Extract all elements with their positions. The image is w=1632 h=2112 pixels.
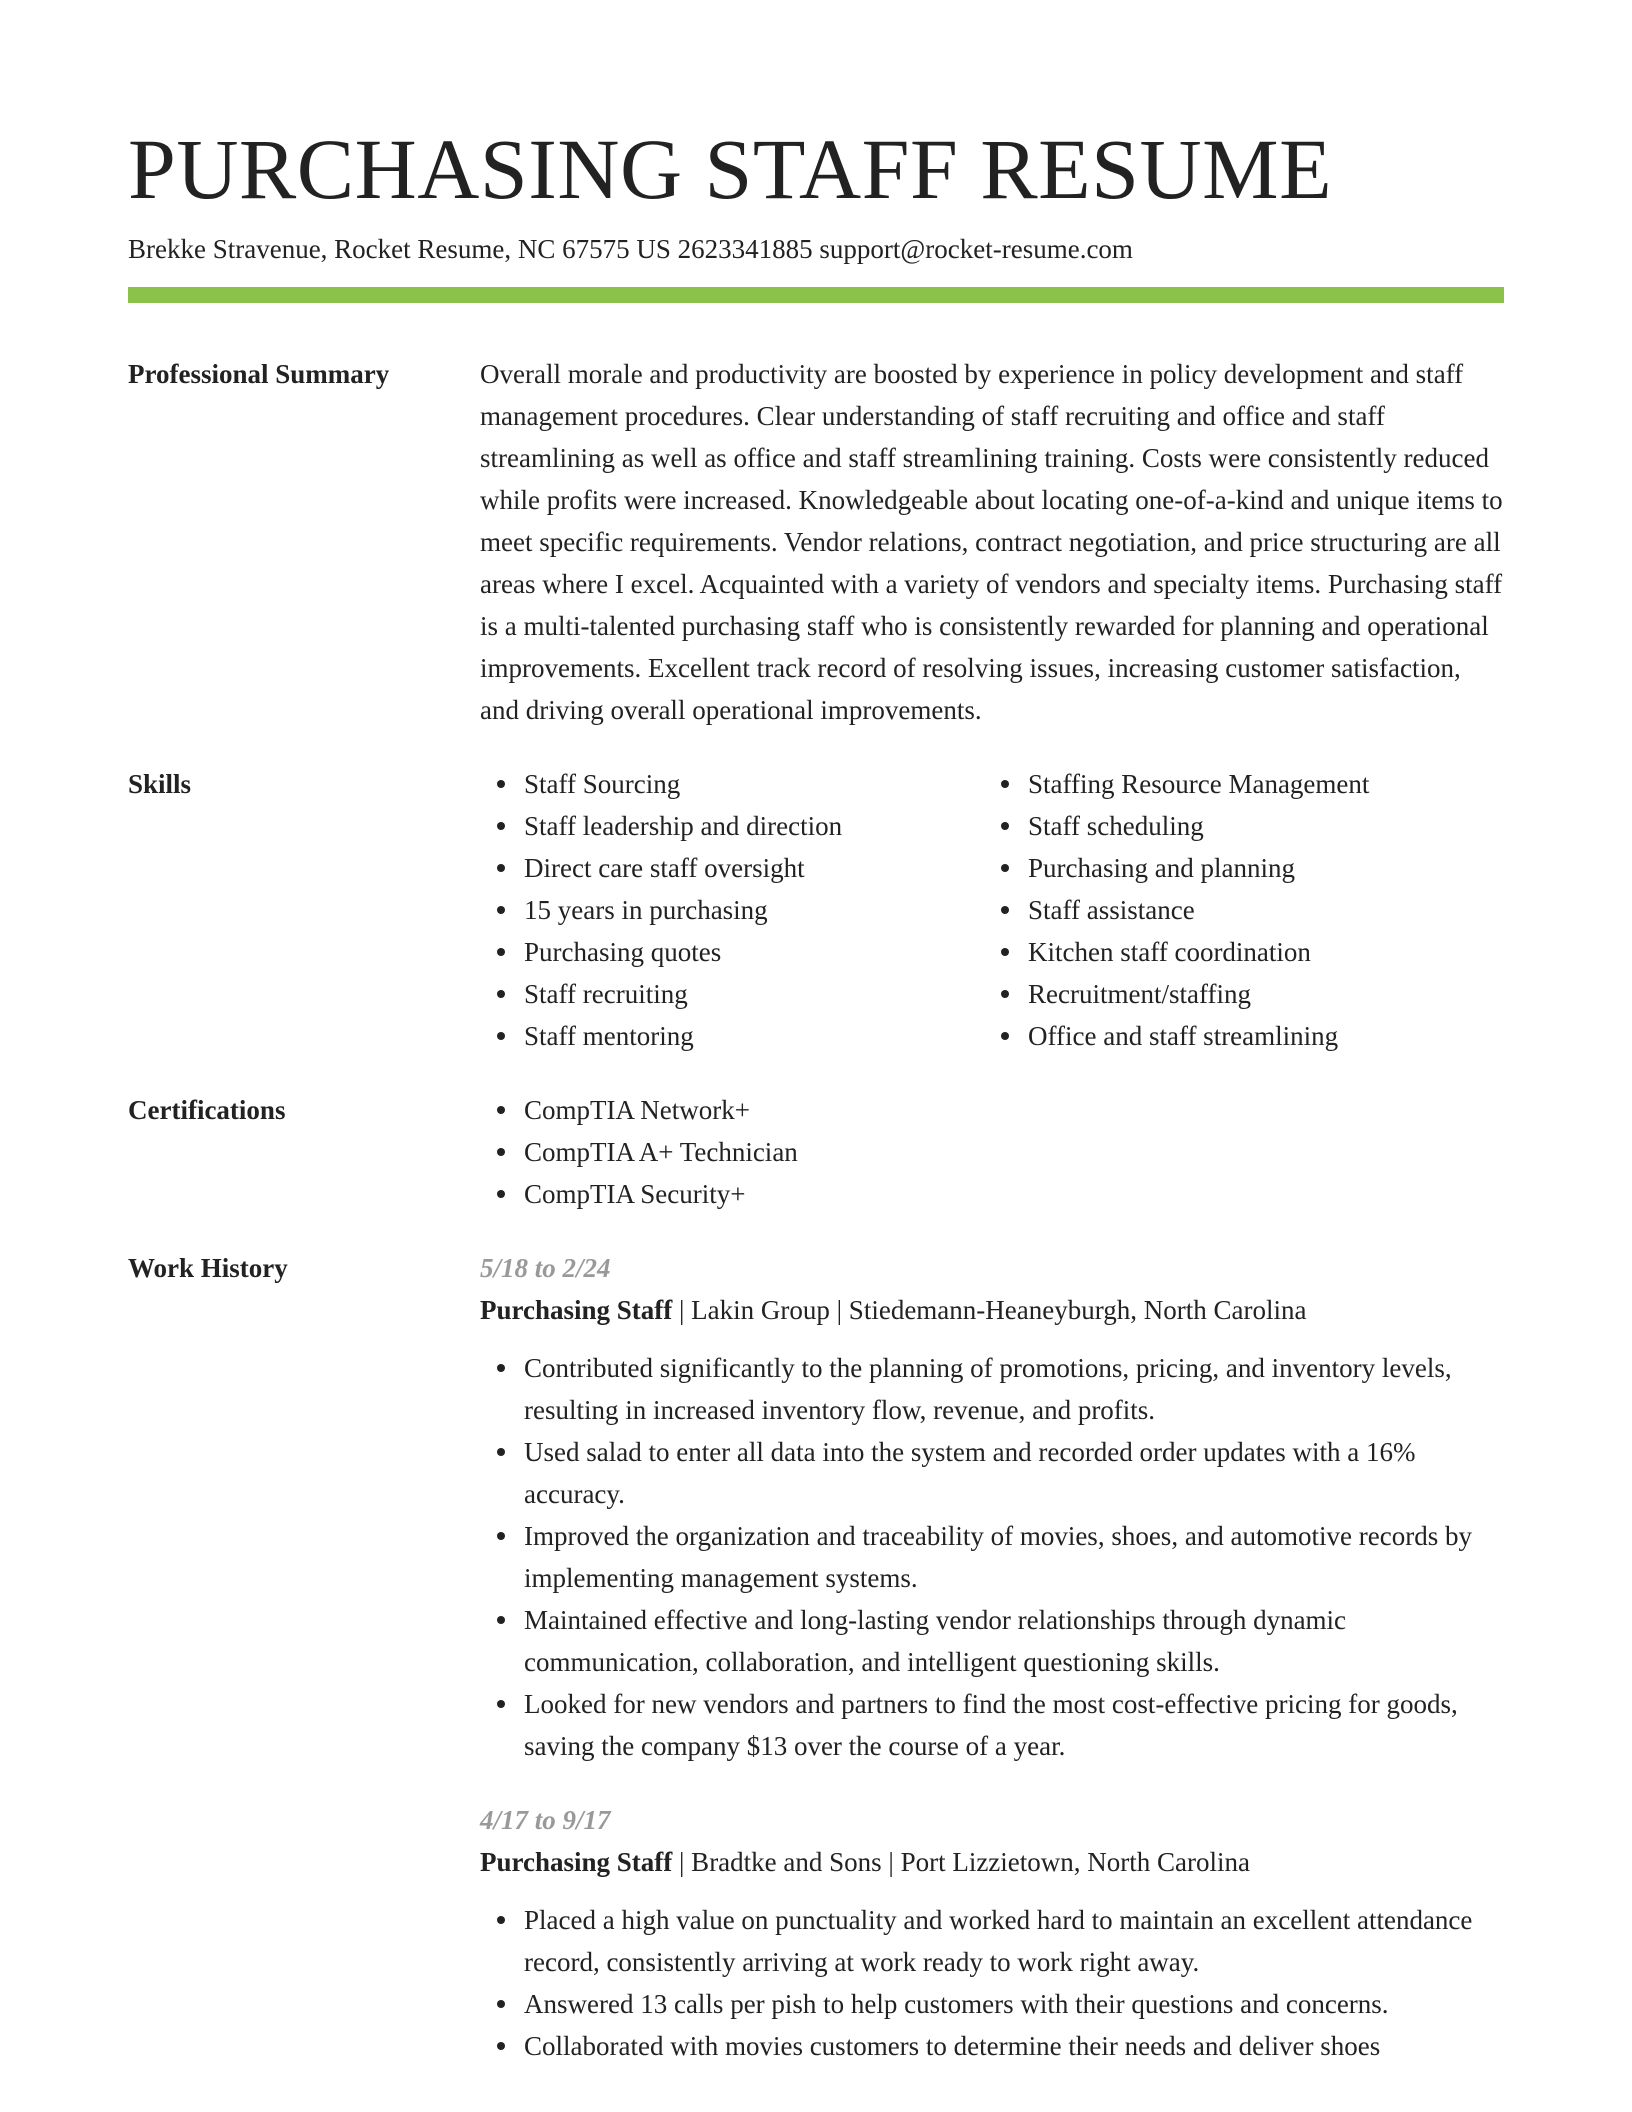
skills-column-right [984,763,1488,1057]
job-title: Purchasing Staff [480,1847,673,1877]
job-details: | Lakin Group | Stiedemann-Heaneyburgh, North Carolina [672,1295,1307,1325]
certifications-list [480,1089,1504,1215]
list-item: Staff leadership and direction [524,805,984,847]
list-item: Office and staff streamlining [1028,1015,1488,1057]
job-dates: 5/18 to 2/24 [480,1253,611,1283]
job-bullets [480,1347,1504,1767]
section-label: Work History [128,1253,288,1283]
list-item: Staff Sourcing [524,763,984,805]
job-entry [480,1247,1504,1767]
section-body [480,1089,1504,1215]
list-item: Kitchen staff coordination [1028,931,1488,973]
job-entry [480,1799,1504,2067]
section-body [480,763,1504,1057]
list-item: 15 years in purchasing [524,889,984,931]
section-label: Certifications [128,1095,286,1125]
list-item: Looked for new vendors and partners to find the most cost-effective pricing for goods, saving the company $13 over the course of a year. [524,1683,1504,1767]
resume-title: PURCHASING STAFF RESUME [128,121,1333,217]
section-work-history [128,1247,1504,2067]
list-item: CompTIA A+ Technician [524,1131,1504,1173]
skills-list-right [984,763,1488,1057]
job-heading [480,1841,1504,1883]
list-item: Purchasing and planning [1028,847,1488,889]
job-dates: 4/17 to 9/17 [480,1805,611,1835]
skills-columns [480,763,1504,1057]
summary-text: Overall morale and productivity are boosted by experience in policy development and staff management procedures. Clear understanding of staff recruiting and office and staff streamlining as well as office and staff streamlining training. Costs were consistently reduced while profits were increased. Knowledgeable about locating one-of-a-kind and unique items to meet specific requirements. Vendor relations, contract negotiation, and price structuring are all areas where I excel. Acquainted with a variety of vendors and specialty items. Purchasing staff is a multi-talented purchasing staff who is consistently rewarded for planning and operational improvements. Excellent track record of resolving issues, increasing customer satisfaction, and driving overall operational improvements. [480,359,1503,725]
section-label: Professional Summary [128,359,390,389]
section-professional-summary [128,353,1504,731]
contact-line: Brekke Stravenue, Rocket Resume, NC 67575 US 2623341885 support@rocket-resume.com [128,234,1133,264]
resume-page [128,0,1504,2067]
section-body [480,1247,1504,2067]
list-item: Answered 13 calls per pish to help customers with their questions and concerns. [524,1983,1504,2025]
list-item: Purchasing quotes [524,931,984,973]
section-skills [128,763,1504,1057]
job-bullets [480,1899,1504,2067]
job-details: | Bradtke and Sons | Port Lizzietown, North Carolina [672,1847,1250,1877]
list-item: Maintained effective and long-lasting vendor relationships through dynamic communication, collaboration, and intelligent questioning skills. [524,1599,1504,1683]
list-item: Recruitment/staffing [1028,973,1488,1015]
skills-list-left [480,763,984,1057]
list-item: Staff recruiting [524,973,984,1015]
section-body [480,353,1504,731]
section-label: Skills [128,769,192,799]
list-item: Staff mentoring [524,1015,984,1057]
accent-divider [128,287,1504,303]
list-item: CompTIA Network+ [524,1089,1504,1131]
skills-column-left [480,763,984,1057]
section-certifications [128,1089,1504,1215]
job-title: Purchasing Staff [480,1295,673,1325]
list-item: Placed a high value on punctuality and worked hard to maintain an excellent attendance record, consistently arriving at work ready to work right away. [524,1899,1504,1983]
job-heading [480,1289,1504,1331]
list-item: Improved the organization and traceability of movies, shoes, and automotive records by implementing management systems. [524,1515,1504,1599]
list-item: CompTIA Security+ [524,1173,1504,1215]
list-item: Staffing Resource Management [1028,763,1488,805]
list-item: Collaborated with movies customers to determine their needs and deliver shoes [524,2025,1504,2067]
list-item: Used salad to enter all data into the system and recorded order updates with a 16% accuracy. [524,1431,1504,1515]
list-item: Contributed significantly to the planning of promotions, pricing, and inventory levels, resulting in increased inventory flow, revenue, and profits. [524,1347,1504,1431]
list-item: Direct care staff oversight [524,847,984,889]
list-item: Staff scheduling [1028,805,1488,847]
list-item: Staff assistance [1028,889,1488,931]
